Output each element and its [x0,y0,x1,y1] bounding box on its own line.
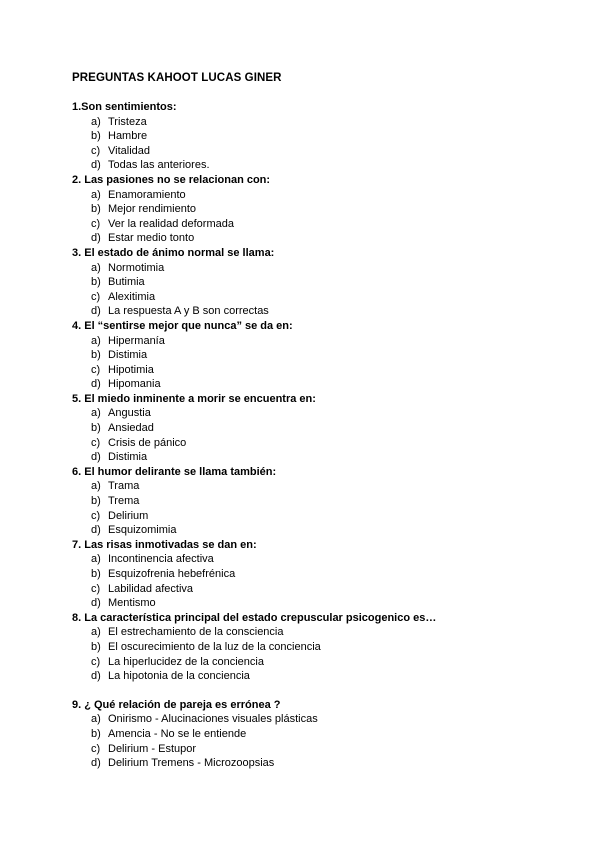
option-letter: b) [91,422,101,435]
option-text: Alexitimia [108,290,156,303]
answer-option [72,290,542,305]
answer-option [72,377,542,392]
option-letter: c) [91,290,101,303]
answer-option [72,625,542,640]
option-letter: c) [91,655,101,668]
answer-option [72,640,542,655]
option-text: Incontinencia afectiva [108,553,214,566]
question-text: 6. El humor delirante se llama también: [72,465,277,478]
option-letter: b) [91,495,101,508]
question-3 [72,246,542,319]
answer-option [72,596,542,611]
option-letter: c) [91,509,101,522]
option-text: Hipermanía [108,334,165,347]
option-text: Labilidad afectiva [108,582,194,595]
option-letter: a) [91,334,101,347]
answer-option [72,655,542,670]
answer-option [72,727,542,742]
option-letter: d) [91,451,101,464]
question-2 [72,173,542,246]
option-letter: c) [91,436,101,449]
option-letter: c) [91,582,101,595]
question-4 [72,319,542,392]
option-text: Delirium - Estupor [108,742,197,755]
option-text: Todas las anteriores. [108,159,210,172]
option-text: La hipotonia de la conciencia [108,670,250,683]
answer-option [72,158,542,173]
option-text: Estar medio tonto [108,232,195,245]
answer-options [72,625,542,683]
answer-option [72,509,542,524]
option-text: Delirium Tremens - Microzoopsias [108,757,275,770]
answer-option [72,275,542,290]
option-letter: a) [91,480,101,493]
question-7 [72,538,542,611]
question-1 [72,100,542,173]
option-text: La respuesta A y B son correctas [108,305,269,318]
option-text: Angustia [108,407,151,420]
option-text: Onirismo - Alucinaciones visuales plásticas [108,713,318,726]
answer-option [72,144,542,159]
question-text: 3. El estado de ánimo normal se llama: [72,246,275,259]
answer-option [72,756,542,771]
option-text: Trama [108,480,140,493]
option-text: Tristeza [108,115,147,128]
answer-option [72,479,542,494]
answer-option [72,115,542,130]
option-letter: c) [91,742,101,755]
question-text: 2. Las pasiones no se relacionan con: [72,173,271,186]
answer-option [72,217,542,232]
answer-option [72,712,542,727]
answer-options [72,552,542,610]
option-text: La hiperlucidez de la conciencia [108,655,264,668]
answer-option [72,582,542,597]
option-letter: c) [91,144,101,157]
answer-option [72,494,542,509]
option-letter: a) [91,261,101,274]
answer-option [72,523,542,538]
option-text: El oscurecimiento de la luz de la conciencia [108,640,321,653]
answer-options [72,115,542,173]
option-letter: b) [91,727,101,740]
option-letter: b) [91,568,101,580]
option-text: Crisis de pánico [108,436,187,449]
question-8 [72,611,542,684]
option-text: Hipotimia [108,363,154,376]
questions-list [72,100,542,771]
option-text: Mentismo [108,597,156,610]
option-text: Normotimia [108,261,165,274]
question-6 [72,465,542,538]
option-letter: b) [91,640,101,653]
answer-option [72,421,542,436]
option-letter: a) [91,115,101,128]
option-text: Hambre [108,130,148,143]
option-text: Amencia - No se le entiende [108,727,247,740]
option-letter: d) [91,232,101,245]
question-5 [72,392,542,465]
answer-option [72,348,542,363]
answer-options [72,188,542,246]
answer-options [72,261,542,319]
option-text: Distimia [108,451,148,464]
answer-option [72,202,542,217]
answer-option [72,334,542,349]
answer-option [72,742,542,757]
option-text: Esquizofrenia hebefrénica [108,568,236,580]
option-text: Hipomania [108,378,161,391]
option-letter: b) [91,203,101,216]
option-letter: b) [91,276,101,289]
option-text: Distimia [108,349,148,362]
option-text: Vitalidad [108,144,150,157]
option-text: Enamoramiento [108,188,186,201]
option-letter: b) [91,349,101,362]
question-text: 4. El “sentirse mejor que nunca” se da en: [72,319,293,332]
question-text: 9. ¿ Qué relación de pareja es errónea ? [72,698,281,711]
option-text: Mejor rendimiento [108,203,197,216]
option-letter: d) [91,757,101,770]
option-letter: c) [91,217,101,230]
answer-option [72,552,542,567]
document-title: PREGUNTAS KAHOOT LUCAS GINER [72,72,282,84]
option-letter: d) [91,524,101,537]
option-letter: d) [91,597,101,610]
option-text: Esquizomimia [108,524,177,537]
option-text: Trema [108,495,140,508]
answer-option [72,669,542,684]
answer-option [72,188,542,203]
option-letter: b) [91,130,101,143]
option-letter: a) [91,188,101,201]
option-letter: d) [91,305,101,318]
option-letter: c) [91,363,101,376]
answer-option [72,406,542,421]
answer-options [72,712,542,770]
answer-option [72,436,542,451]
option-text: Delirium [108,509,149,522]
answer-option [72,231,542,246]
option-letter: d) [91,670,101,683]
option-text: El estrechamiento de la consciencia [108,626,284,639]
answer-options [72,334,542,392]
answer-option [72,450,542,465]
answer-options [72,479,542,537]
question-text: 5. El miedo inminente a morir se encuentra en: [72,392,316,405]
option-letter: a) [91,407,101,420]
answer-option [72,363,542,378]
option-letter: d) [91,159,101,172]
option-text: Ansiedad [108,422,154,435]
answer-option [72,304,542,319]
answer-option [72,129,542,144]
answer-options [72,406,542,464]
option-letter: a) [91,713,101,726]
question-9 [72,698,542,771]
question-text: 1.Son sentimientos: [72,101,177,113]
question-text: 7. Las risas inmotivadas se dan en: [72,538,257,551]
answer-option [72,567,542,582]
option-letter: d) [91,378,101,391]
option-letter: a) [91,553,101,566]
option-text: Butimia [108,276,145,289]
option-letter: a) [91,626,101,639]
question-text: 8. La característica principal del estado crepuscular psicogenico es… [72,611,437,624]
option-text: Ver la realidad deformada [108,217,234,230]
answer-option [72,261,542,276]
